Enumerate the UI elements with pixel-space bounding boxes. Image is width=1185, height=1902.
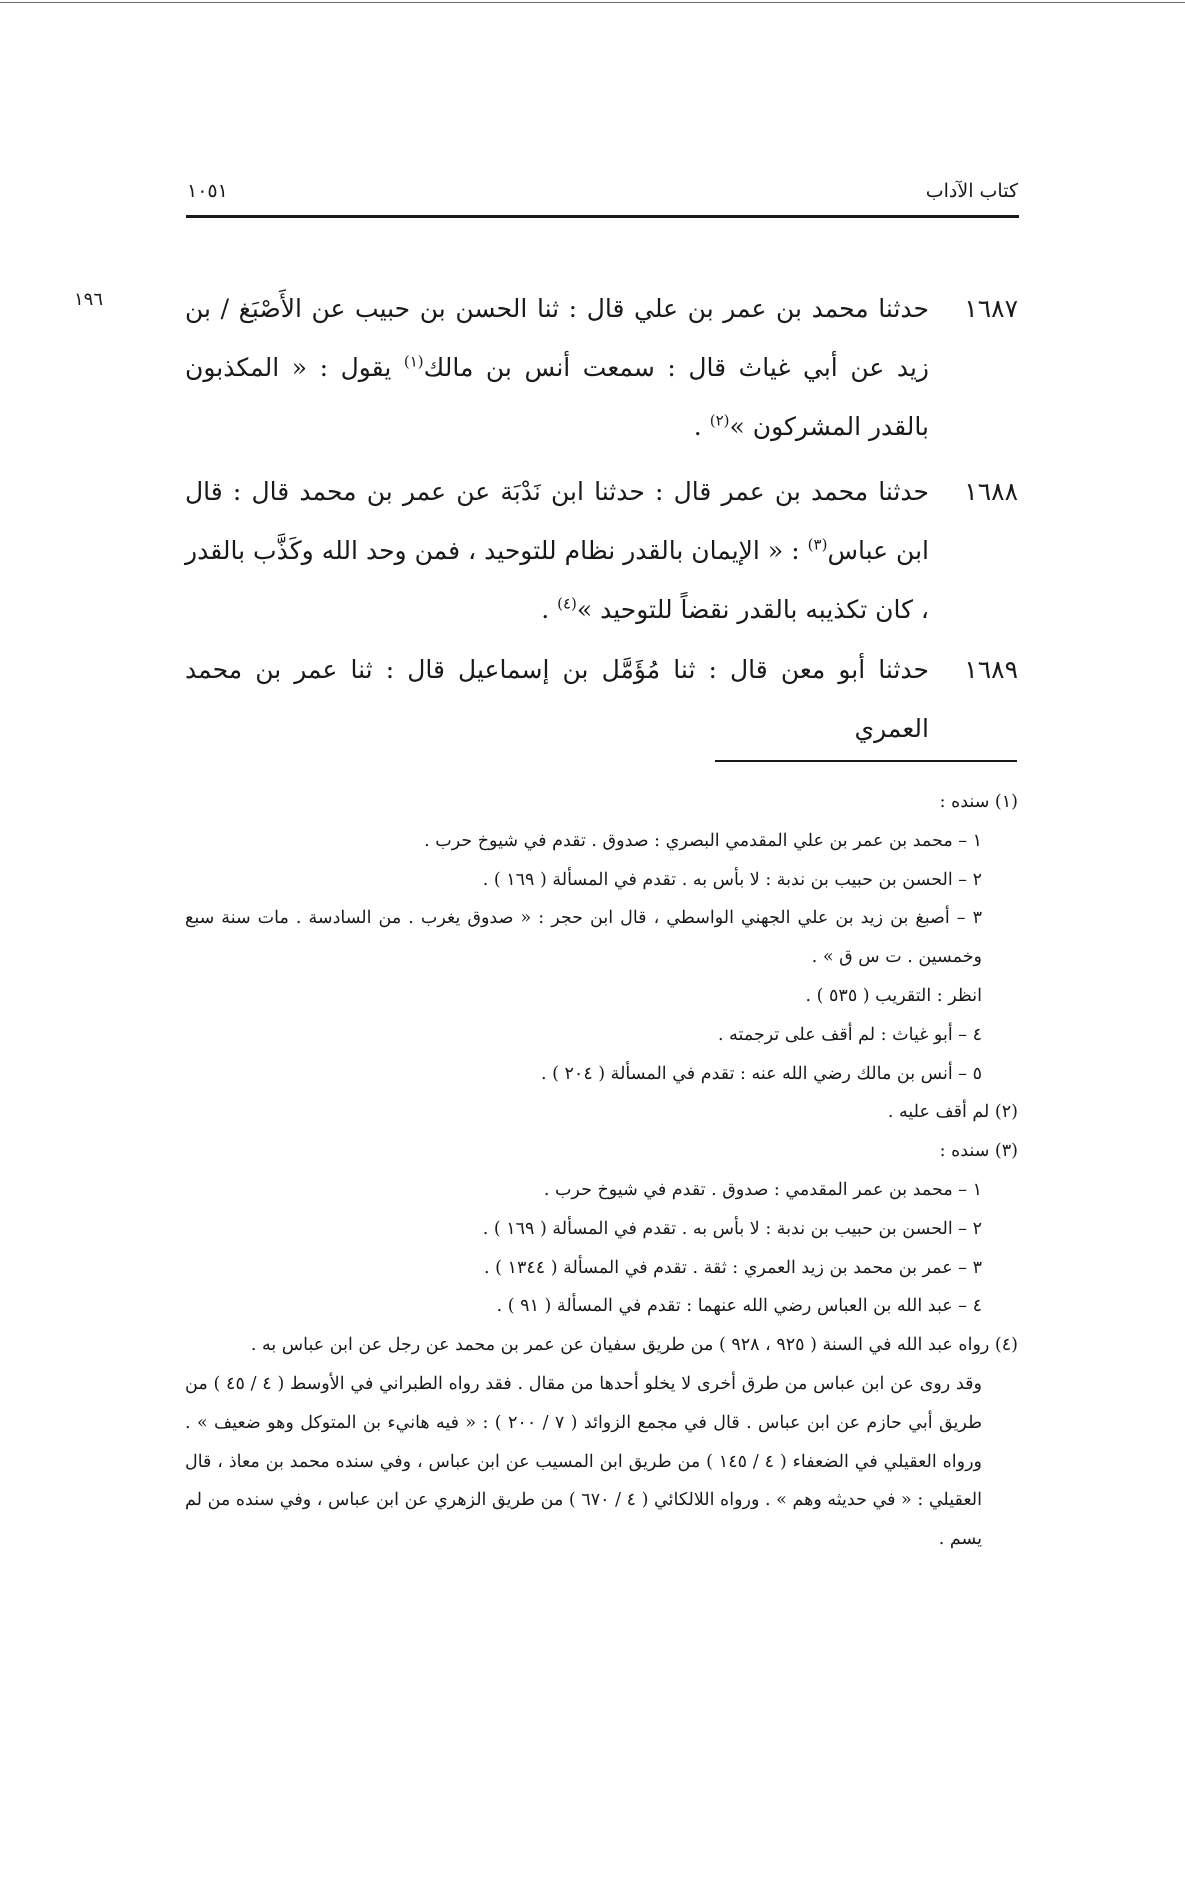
isnad-item: ٣ – عمر بن محمد بن زيد العمري : ثقة . تقدم في المسألة ( ١٣٤٤ ) . (484, 1257, 982, 1278)
footnote-4-body: وقد روى عن ابن عباس من طرق أخرى لا يخلو أحدها من مقال . فقد رواه الطبراني في الأوسط ( ٤ / ٤٥ ) من طريق أبي حازم عن ابن عباس . قال في مجمع الزوائد ( ٧ / ٢٠٠ ) : « فيه هانيء بن المتوكل وهو ضعيف » . ورواه العقيلي في الضعفاء ( ٤ / ١٤٥ ) من طريق ابن المسيب عن ابن عباس ، وفي سنده محمد بن معاذ ، قال العقيلي : « في حديثه وهم » . ورواه اللالكائي ( ٤ / ٦٧٠ ) من طريق الزهري عن ابن عباس ، وفي سنده من لم يسم . (185, 1373, 982, 1550)
isnad-item: ١ – محمد بن عمر المقدمي : صدوق . تقدم في شيوخ حرب . (543, 1179, 982, 1200)
running-head: كتاب الآداب (925, 180, 1018, 202)
footnote-1 (185, 783, 1018, 1093)
footnote-4 (185, 1326, 1018, 1559)
isnad-item: ٢ – الحسن بن حبيب بن ندبة : لا بأس به . تقدم في المسألة ( ١٦٩ ) . (482, 869, 982, 890)
footnote-2: (٢) لم أقف عليه . (887, 1102, 1018, 1123)
isnad-item: ٤ – عبد الله بن العباس رضي الله عنهما : تقدم في المسألة ( ٩١ ) . (496, 1296, 982, 1317)
hadith-text (185, 279, 929, 456)
hadith-1689 (185, 640, 1018, 758)
hadith-text (185, 640, 929, 758)
header-rule (186, 215, 1019, 218)
footnote-marker: (٣) (807, 535, 828, 554)
hadith-text-part: حدثنا محمد بن عمر بن علي قال : ثنا الحسن بن حبيب عن الأَصْبَغ / بن زيد عن أبي غياث قال : سمعت أنس بن مالك (185, 294, 929, 382)
hadith-text-part: . (541, 595, 558, 624)
isnad-item: ١ – محمد بن عمر بن علي المقدمي البصري : صدوق . تقدم في شيوخ حرب . (424, 830, 982, 851)
hadith-number: ١٦٨٩ (964, 655, 1018, 684)
footnote-separator (715, 760, 1017, 762)
footnote-heading: (١) سنده : (939, 792, 1018, 812)
isnad-item: ٣ – أصبغ بن زيد بن علي الجهني الواسطي ، قال ابن حجر : « صدوق يغرب . من السادسة . مات سنة سبع وخمسين . ت س ق » . (185, 908, 982, 968)
hadith-number: ١٦٨٧ (964, 294, 1018, 323)
scan-top-edge (0, 2, 1185, 3)
footnotes (185, 783, 1018, 1559)
footnote-4-first-line: (٤) رواه عبد الله في السنة ( ٩٢٥ ، ٩٢٨ ) من طريق سفيان عن عمر بن محمد عن رجل عن ابن عباس به . (250, 1335, 1018, 1356)
hadith-text-part: . (693, 412, 710, 441)
hadith-text-part: يقول : « المكذبون بالقدر المشركون » (185, 353, 929, 441)
footnote-marker: (١) (403, 352, 424, 371)
isnad-item: ٢ – الحسن بن حبيب بن ندبة : لا بأس به . تقدم في المسألة ( ١٦٩ ) . (482, 1218, 982, 1239)
margin-reference: ١٩٦ (74, 289, 104, 310)
footnote-heading: (٣) سنده : (939, 1141, 1018, 1162)
footnote-marker: (٢) (709, 411, 730, 430)
hadith-text-part: حدثنا أبو معن قال : ثنا مُؤَمَّل بن إسماعيل قال : ثنا عمر بن محمد العمري (185, 655, 929, 743)
hadith-text-part: حدثنا محمد بن عمر قال : حدثنا ابن نَدْبَة عن عمر بن محمد قال : قال ابن عباس (185, 477, 929, 565)
isnad-item: ٤ – أبو غياث : لم أقف على ترجمته . (718, 1024, 982, 1045)
page-number: ١٠٥١ (187, 180, 228, 202)
isnad-list (185, 822, 1018, 1094)
hadith-1687 (185, 279, 1018, 456)
hadith-text (185, 462, 929, 639)
footnote-marker: (٤) (557, 594, 577, 613)
hadith-text-part: : « الإيمان بالقدر نظام للتوحيد ، فمن وحد الله وكَذَّب بالقدر ، كان تكذيبه بالقدر نقضاً للتوحيد » (185, 536, 929, 624)
isnad-item: انظر : التقريب ( ٥٣٥ ) . (805, 985, 982, 1006)
isnad-item: ٥ – أنس بن مالك رضي الله عنه : تقدم في المسألة ( ٢٠٤ ) . (541, 1063, 982, 1084)
footnote-3 (185, 1132, 1018, 1326)
isnad-list (185, 1171, 1018, 1326)
hadith-number: ١٦٨٨ (964, 477, 1018, 506)
hadith-1688 (185, 462, 1018, 639)
